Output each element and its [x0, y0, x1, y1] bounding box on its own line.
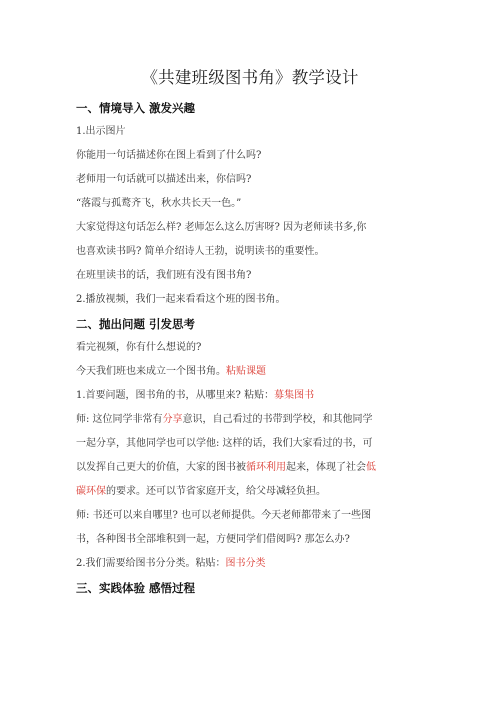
section-heading-3: 三、实践体验 感悟过程 — [76, 581, 196, 595]
text-span: 的要求。还可以节省家庭开支，给父母减轻负担。 — [106, 486, 326, 497]
text-span: 今天我们班也来成立一个图书角。 — [76, 366, 226, 377]
paragraph-line: 大家觉得这句话怎么样? 老师怎么这么厉害呀? 因为老师读书多,你 — [76, 222, 367, 233]
text-span: 以发挥自己更大的价值，大家的图书被 — [76, 462, 246, 473]
paragraph-line — [76, 384, 436, 408]
highlight-text: 粘贴课题 — [226, 366, 266, 377]
document-body — [76, 96, 436, 600]
quote-line: “落霞与孤鹜齐飞，秋水共长天一色。” — [76, 198, 242, 209]
document-title: 《共建班级图书角》教学设计 — [141, 68, 359, 87]
paragraph-line: 你能用一句话描述你在图上看到了什么吗? — [76, 150, 262, 161]
paragraph-line — [76, 456, 436, 480]
text-span: 师: 这位同学非常有 — [76, 414, 163, 425]
highlight-text: 图书分类 — [225, 558, 266, 569]
paragraph-line — [76, 480, 436, 504]
section-heading-2: 二、抛出问题 引发思考 — [76, 317, 196, 331]
text-span: 2.我们需要给图书分分类。粘贴： — [76, 558, 226, 569]
paragraph-line: 2.播放视频，我们一起来看看这个班的图书角。 — [76, 294, 286, 305]
paragraph-line: 也喜欢读书吗? 简单介绍诗人王勃，说明读书的重要性。 — [76, 246, 325, 257]
highlight-text: 碳环保 — [76, 486, 106, 497]
highlight-text: 低 — [366, 462, 376, 473]
text-span: 1.首要问题，图书角的书，从哪里来? 粘贴： — [76, 390, 275, 401]
paragraph-line — [76, 408, 436, 432]
highlight-text: 分享 — [162, 414, 183, 425]
paragraph-line: 1.出示图片 — [76, 126, 126, 137]
highlight-text: 循环利用 — [246, 462, 286, 473]
paragraph-line: 在班里读书的话，我们班有没有图书角? — [76, 270, 252, 281]
paragraph-line: 书，各种图书全部堆积到一起，方便同学们借阅吗? 那怎么办? — [76, 534, 350, 545]
highlight-text: 募集图书 — [274, 390, 315, 401]
paragraph-line — [76, 552, 436, 576]
section-heading-1: 一、情境导入 激发兴趣 — [76, 101, 196, 115]
paragraph-line: 一起分享，其他同学也可以学他: 这样的话，我们大家看过的书，可 — [76, 438, 373, 449]
text-span: 意识，自己看过的书带到学校，和其他同学 — [182, 414, 373, 425]
paragraph-line — [76, 360, 436, 384]
paragraph-line: 老师用一句话就可以描述出来，你信吗? — [76, 174, 252, 185]
paragraph-line: 看完视频，你有什么想说的? — [76, 342, 202, 353]
text-span: 起来，体现了社会 — [286, 462, 366, 473]
paragraph-line: 师: 书还可以来自哪里? 也可以老师提供。今天老师都带来了一些图 — [76, 510, 372, 521]
